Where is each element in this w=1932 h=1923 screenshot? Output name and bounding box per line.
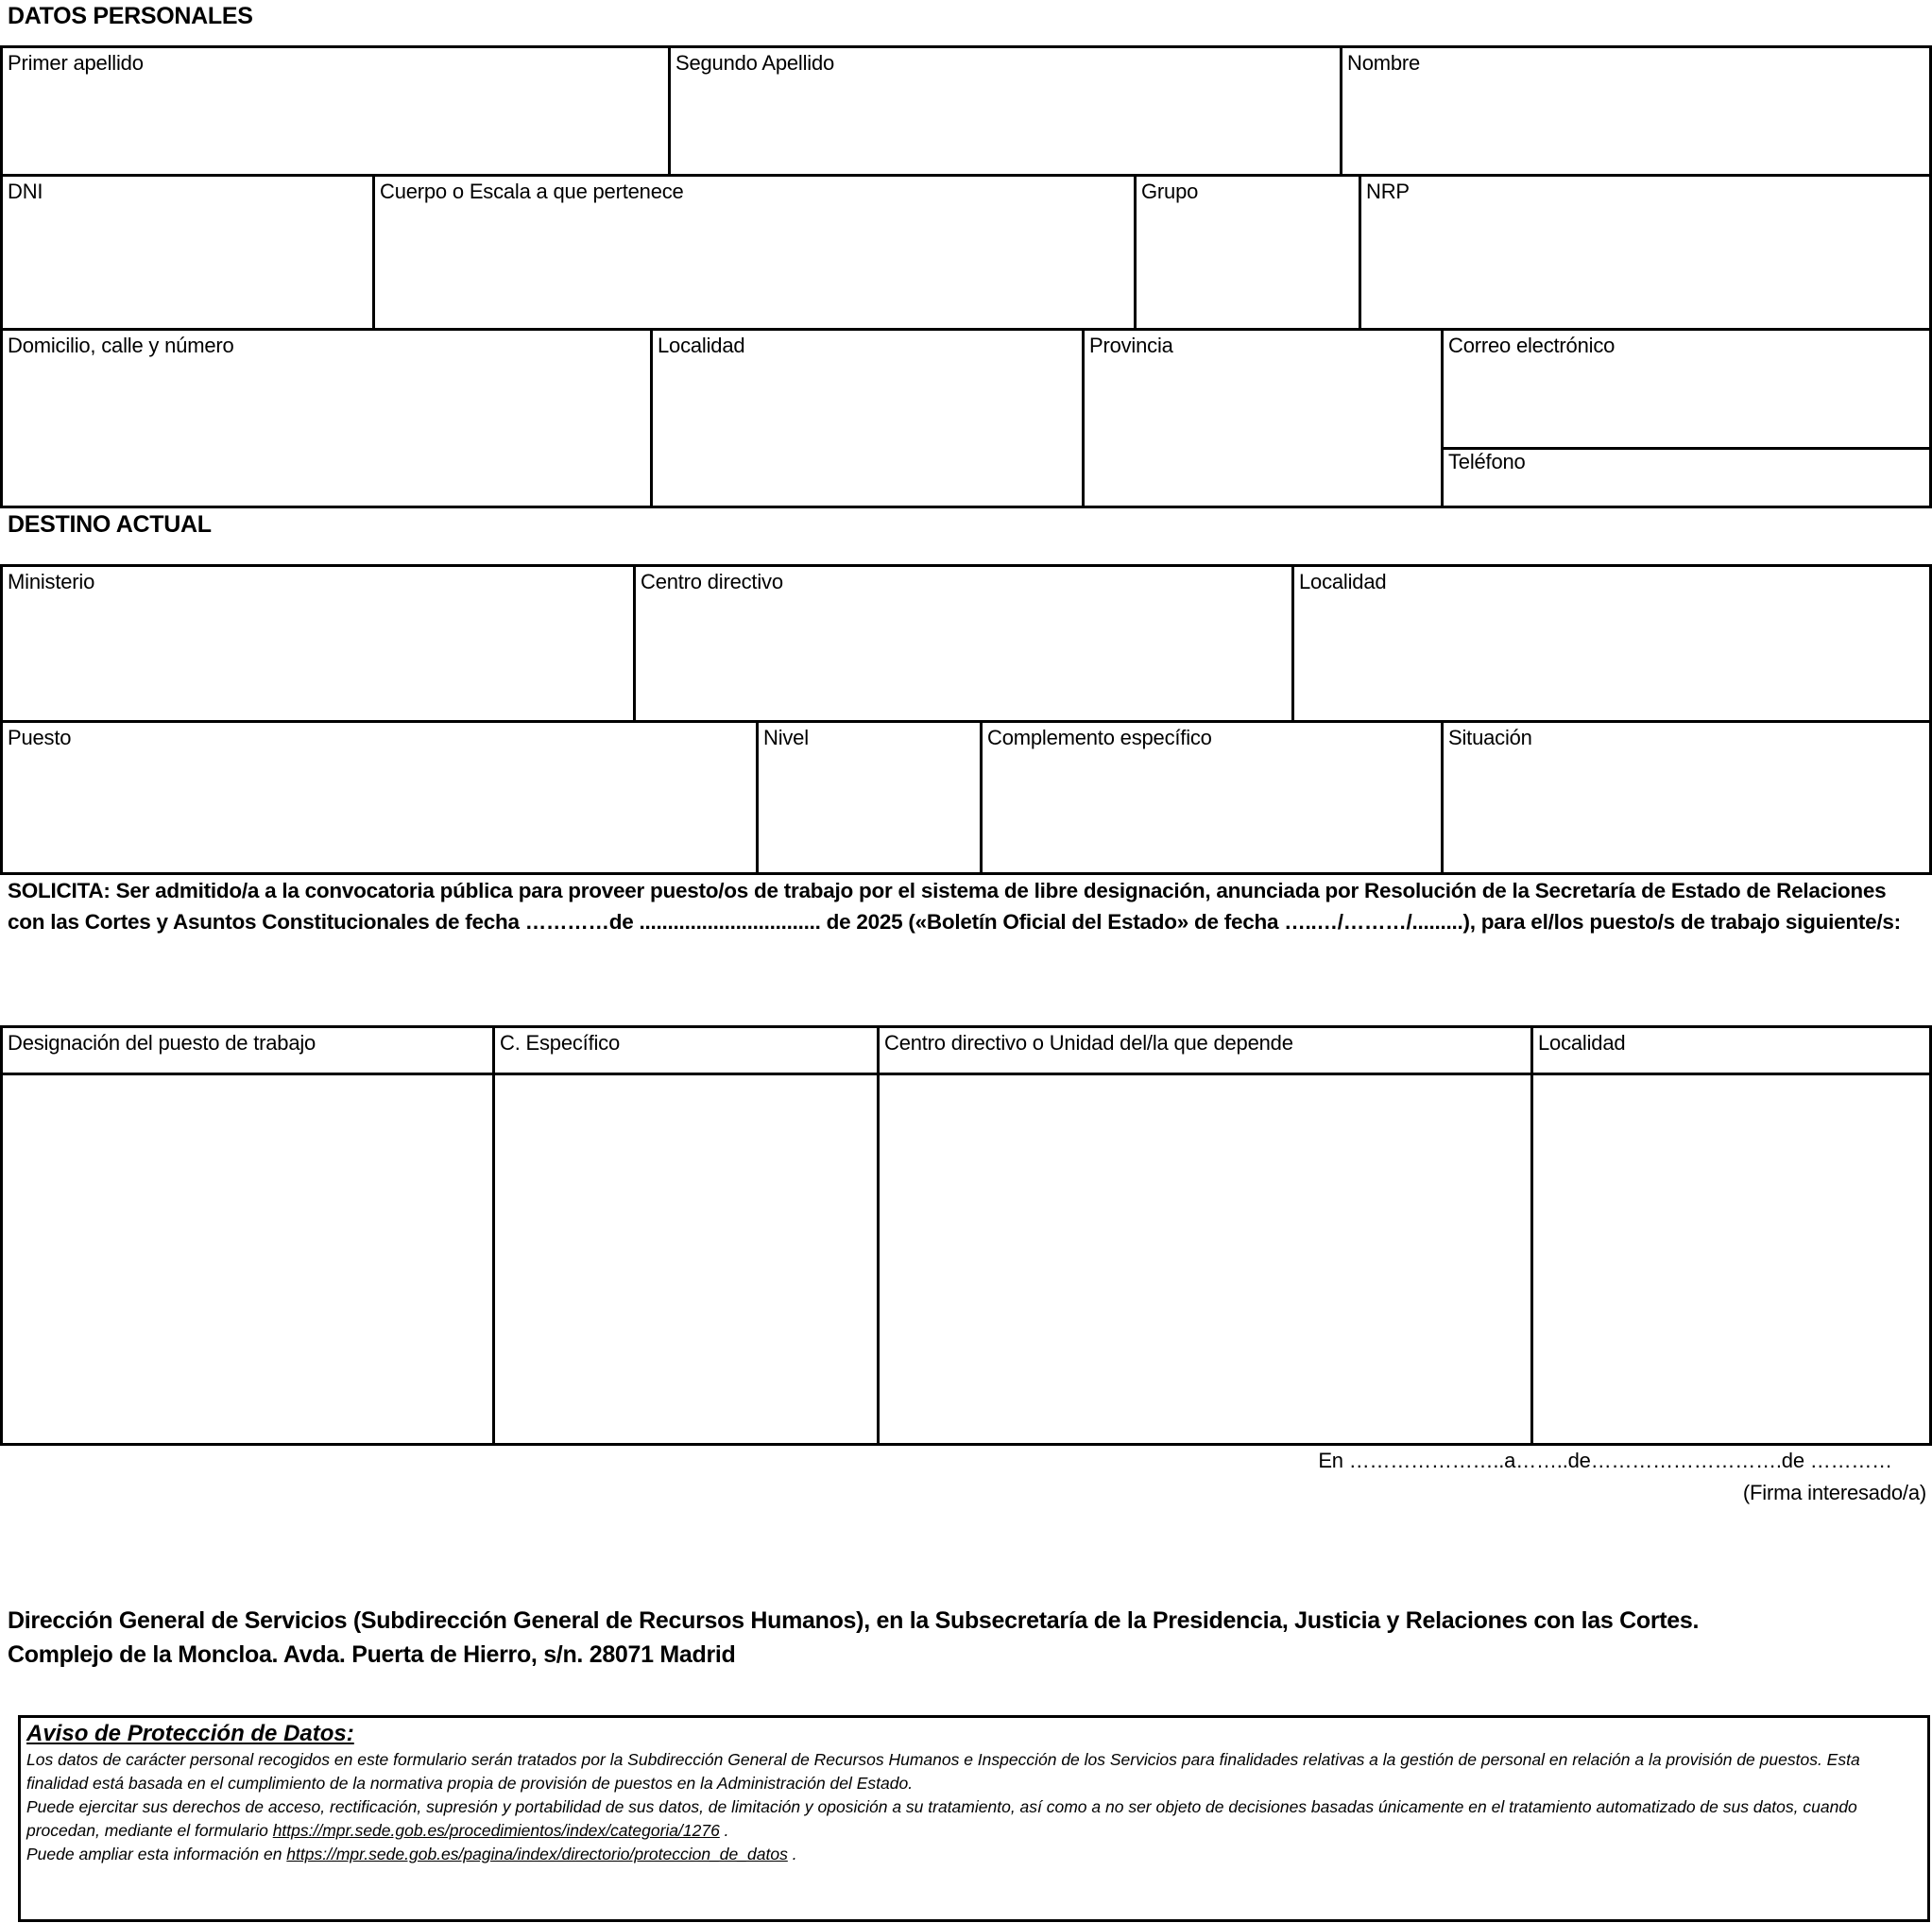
puesto-label: Puesto	[8, 726, 72, 749]
header-centro-directivo: Centro directivo o Unidad del/la que depende	[877, 1028, 1530, 1073]
primer-apellido-field[interactable]	[3, 48, 668, 174]
cuerpo-label: Cuerpo o Escala a que pertenece	[380, 180, 684, 203]
header-localidad: Localidad	[1530, 1028, 1929, 1073]
complemento-label: Complemento específico	[987, 726, 1212, 749]
header-c-especifico: C. Específico	[492, 1028, 877, 1073]
ministerio-field[interactable]	[3, 567, 633, 720]
localidad-input-cell[interactable]	[1530, 1075, 1929, 1443]
footer-address: Complejo de la Moncloa. Avda. Puerta de Hierro, s/n. 28071 Madrid	[8, 1641, 736, 1668]
footer-direccion: Dirección General de Servicios (Subdirección General de Recursos Humanos), en la Subsecretaría de la Presidencia, Justicia y Relaciones con las Cortes.	[8, 1607, 1700, 1634]
provincia-field[interactable]	[1082, 331, 1441, 506]
header-designacion: Designación del puesto de trabajo	[8, 1031, 316, 1055]
centro-directivo-field[interactable]	[633, 567, 1291, 720]
datos-personales-heading: DATOS PERSONALES	[8, 3, 253, 29]
localidad-destino-field[interactable]	[1291, 567, 1929, 720]
aviso-proteccion-datos	[18, 1715, 1930, 1922]
table-row	[3, 1073, 1929, 1443]
nombre-label: Nombre	[1347, 51, 1421, 75]
contacto-cell	[1441, 331, 1929, 506]
domicilio-label: Domicilio, calle y número	[8, 334, 234, 357]
segundo-apellido-label: Segundo Apellido	[675, 51, 835, 75]
aviso-paragraph-2: Puede ejercitar sus derechos de acceso, rectificación, supresión y portabilidad de sus datos, de limitación y oposición a su tratamiento, así como a no ser objeto de decisiones basadas únicamente en el tratamiento automatizado de sus datos, cuando procedan, mediante el formulario https://mpr.sede.gob.es/procedimientos/index/categoria/1276 .	[26, 1797, 1857, 1840]
localidad-personal-label: Localidad	[658, 334, 745, 357]
dni-field[interactable]	[3, 177, 372, 328]
table-header-row	[3, 1028, 1929, 1073]
nrp-field[interactable]	[1359, 177, 1929, 328]
nivel-field[interactable]	[756, 723, 980, 872]
provincia-label: Provincia	[1089, 334, 1173, 357]
primer-apellido-label: Primer apellido	[8, 51, 144, 75]
aviso-paragraph-1: Los datos de carácter personal recogidos en este formulario serán tratados por la Subdirección General de Recursos Humanos e Inspección de los Servicios para finalidades relativas a la gestión de personal en relación a la provisión de puestos. Esta finalidad está basada en el cumplimiento de la normativa propia de provisión de puestos en la Administración del Estado.	[26, 1750, 1860, 1793]
nombre-field[interactable]	[1340, 48, 1929, 174]
grupo-field[interactable]	[1134, 177, 1359, 328]
correo-field[interactable]	[1444, 331, 1929, 447]
proteccion-datos-link[interactable]: https://mpr.sede.gob.es/pagina/index/directorio/proteccion_de_datos	[286, 1845, 788, 1863]
datos-personales-grid	[0, 45, 1932, 508]
destino-actual-heading: DESTINO ACTUAL	[8, 511, 212, 538]
localidad-personal-field[interactable]	[650, 331, 1082, 506]
aviso-paragraph-3: Puede ampliar esta información en https://mpr.sede.gob.es/pagina/index/directorio/proteccion_de_datos .	[26, 1845, 797, 1863]
puesto-field[interactable]	[3, 723, 756, 872]
lugar-fecha-line: En …………………..a……..de……………………….de …………	[1318, 1449, 1892, 1472]
centro-directivo-label: Centro directivo	[641, 570, 783, 593]
nrp-label: NRP	[1366, 180, 1410, 203]
centro-directivo-input-cell[interactable]	[877, 1075, 1530, 1443]
puestos-table	[0, 1025, 1932, 1446]
telefono-label: Teléfono	[1448, 450, 1526, 473]
destino-actual-grid	[0, 564, 1932, 875]
situacion-field[interactable]	[1441, 723, 1929, 872]
nivel-label: Nivel	[763, 726, 809, 749]
dni-label: DNI	[8, 180, 43, 203]
segundo-apellido-field[interactable]	[668, 48, 1340, 174]
situacion-label: Situación	[1448, 726, 1532, 749]
aviso-title: Aviso de Protección de Datos:	[26, 1721, 354, 1746]
grupo-label: Grupo	[1141, 180, 1199, 203]
designacion-input-cell[interactable]	[3, 1075, 492, 1443]
formulario-link[interactable]: https://mpr.sede.gob.es/procedimientos/index/categoria/1276	[272, 1821, 720, 1840]
telefono-field[interactable]	[1444, 447, 1929, 506]
solicita-text: SOLICITA: Ser admitido/a a la convocatoria pública para proveer puesto/os de trabajo por el sistema de libre designación, anunciada por Resolución de la Secretaría de Estado de Relaciones con las Cortes y Asuntos Constitucionales de fecha …………de ................................ de 2025 («Boletín Oficial del Estado» de fecha …..…/………/.........), para el/los puesto/s de trabajo siguiente/s:	[8, 879, 1901, 934]
correo-label: Correo electrónico	[1448, 334, 1616, 357]
ministerio-label: Ministerio	[8, 570, 95, 593]
c-especifico-input-cell[interactable]	[492, 1075, 877, 1443]
cuerpo-field[interactable]	[372, 177, 1134, 328]
domicilio-field[interactable]	[3, 331, 650, 506]
complemento-field[interactable]	[980, 723, 1441, 872]
localidad-destino-label: Localidad	[1299, 570, 1387, 593]
firma-label: (Firma interesado/a)	[1742, 1481, 1926, 1504]
